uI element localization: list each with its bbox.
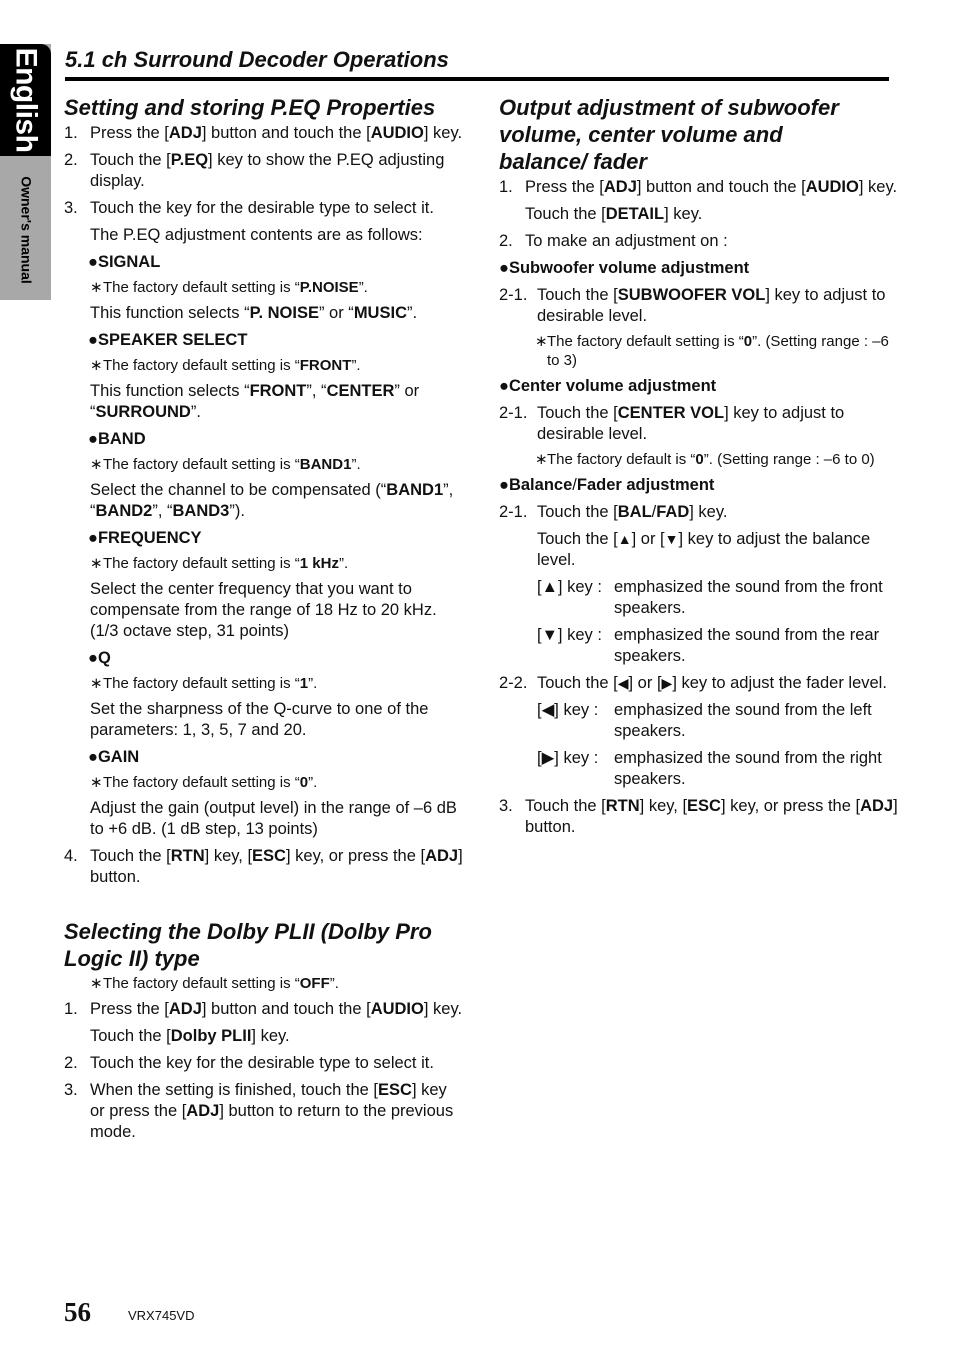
peq-step-3-follow: The P.EQ adjustment contents are as follows: [90,226,423,244]
down-key-line: [▼] key : emphasized the sound from the rear speakers. [537,626,880,665]
balance-step-2: 2-2. Touch the [◀] or [▶] key to adjust the fader level. [499,674,887,692]
speaker-heading: ●SPEAKER SELECT [88,331,248,349]
band-heading: ●BAND [88,430,146,448]
peq-heading: Setting and storing P.EQ Properties [64,95,436,120]
output-step-2: 2. To make an adjustment on : [499,232,728,250]
model-name: VRX745VD [128,1308,195,1323]
right-arrow-icon: ▶ [661,675,673,691]
peq-step-4: 4. Touch the [RTN] key, [ESC] key, or press the [ADJ] button. [64,847,463,886]
output-heading: Output adjustment of subwoofer volume, center volume and balance/ fader [499,95,839,174]
signal-desc: This function selects “P. NOISE” or “MUSIC”. [90,304,418,322]
signal-note: ∗ The factory default setting is “P.NOISE”. [90,279,368,296]
left-key-line: [◀] key : emphasized the sound from the left speakers. [537,701,872,740]
side-language-label: English [9,47,42,153]
left-arrow-icon: ◀ [617,675,629,691]
up-arrow-icon: ▲ [617,531,632,547]
balance-step-1-follow: Touch the [▲] or [▼] key to adjust the balance level. [537,530,871,569]
signal-heading: ●SIGNAL [88,253,161,271]
speaker-desc: This function selects “FRONT”, “CENTER” or “SURROUND”. [90,382,420,421]
peq-step-2: 2. Touch the [P.EQ] key to show the P.EQ adjusting display. [64,151,445,190]
center-heading: ●Center volume adjustment [499,377,717,395]
center-note: ∗ The factory default is “0”. (Setting range : –6 to 0) [535,451,875,468]
dolby-step-3: 3. When the setting is finished, touch the [ESC] key or press the [ADJ] button to return to the previous mode. [64,1081,454,1141]
page-number: 56 [64,1297,91,1327]
peq-step-3: 3. Touch the key for the desirable type to select it. [64,199,434,217]
dolby-step-1: 1. Press the [ADJ] button and touch the [AUDIO] key. [64,1000,463,1018]
dolby-note: ∗ The factory default setting is “OFF”. [90,975,339,992]
peq-step-1: 1. Press the [ADJ] button and touch the [AUDIO] key. [64,124,463,142]
gain-note: ∗ The factory default setting is “0”. [90,774,318,791]
left-column [64,94,464,1143]
balance-step-1: 2-1. Touch the [BAL/FAD] key. [499,503,728,521]
side-manual-label: Owner's manual [18,176,34,284]
gain-heading: ●GAIN [88,748,140,766]
speaker-note: ∗ The factory default setting is “FRONT”. [90,357,361,374]
band-desc: Select the channel to be compensated (“BAND1”, “BAND2”, “BAND3”). [90,481,454,520]
q-desc: Set the sharpness of the Q-curve to one of the parameters: 1, 3, 5, 7 and 20. [90,700,429,739]
subwoofer-note: ∗ The factory default setting is “0”. (Setting range : –6 to 3) [535,333,889,369]
subwoofer-step: 2-1. Touch the [SUBWOOFER VOL] key to adjust to desirable level. [499,286,886,325]
right-column [499,94,899,838]
output-step-1: 1. Press the [ADJ] button and touch the [AUDIO] key. [499,178,898,196]
q-heading: ●Q [88,649,111,667]
dolby-step-1-follow: Touch the [Dolby PLII] key. [90,1027,290,1045]
output-step-1-follow: Touch the [DETAIL] key. [525,205,703,223]
output-step-3: 3. Touch the [RTN] key, [ESC] key, or press the [ADJ] button. [499,797,898,836]
frequency-note: ∗ The factory default setting is “1 kHz”. [90,555,349,572]
center-step: 2-1. Touch the [CENTER VOL] key to adjust to desirable level. [499,404,845,443]
frequency-desc: Select the center frequency that you want to compensate from the range of 18 Hz to 20 kHz. (1/3 octave step, 31 points) [90,580,437,640]
header-rule [65,77,889,81]
right-key-line: [▶] key : emphasized the sound from the right speakers. [537,749,882,788]
up-key-line: [▲] key : emphasized the sound from the front speakers. [537,578,883,617]
band-note: ∗ The factory default setting is “BAND1”. [90,456,361,473]
balance-heading: ●Balance/Fader adjustment [499,476,715,494]
q-note: ∗ The factory default setting is “1”. [90,675,318,692]
dolby-heading: Selecting the Dolby PLII (Dolby Pro Logic II) type [64,919,432,971]
section-title: 5.1 ch Surround Decoder Operations [65,47,449,72]
gain-desc: Adjust the gain (output level) in the range of –6 dB to +6 dB. (1 dB step, 13 points) [90,799,457,838]
dolby-step-2: 2. Touch the key for the desirable type to select it. [64,1054,434,1072]
down-arrow-icon: ▼ [664,531,679,547]
frequency-heading: ●FREQUENCY [88,529,202,547]
subwoofer-heading: ●Subwoofer volume adjustment [499,259,750,277]
